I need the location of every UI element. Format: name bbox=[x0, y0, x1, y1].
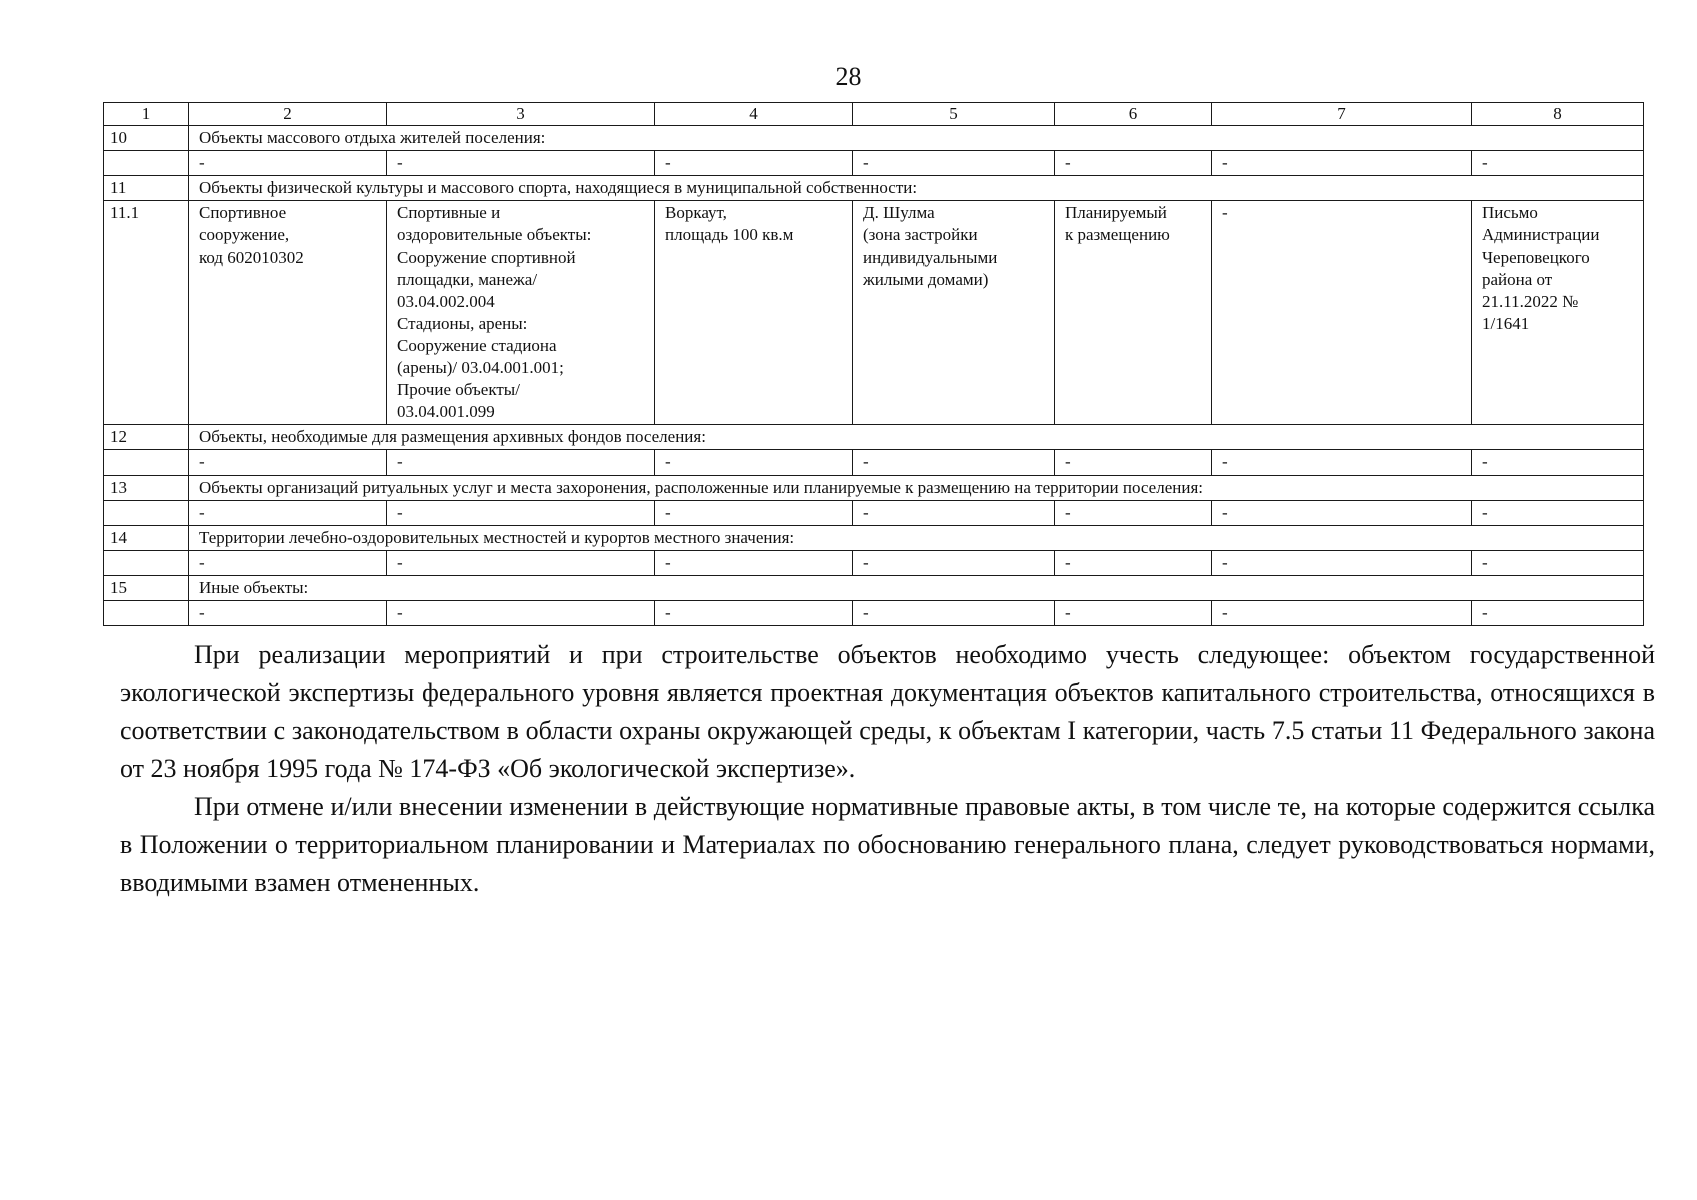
table-cell: - bbox=[1055, 600, 1212, 625]
table-cell: - bbox=[853, 151, 1055, 176]
table-cell: - bbox=[1055, 450, 1212, 475]
table-cell: - bbox=[387, 500, 655, 525]
section-number: 13 bbox=[104, 475, 189, 500]
cell-line: Сооружение стадиона bbox=[397, 335, 557, 355]
cell-line: площадь 100 кв.м bbox=[665, 225, 794, 245]
table-cell: - bbox=[1472, 550, 1644, 575]
section-number: 10 bbox=[104, 126, 189, 151]
table-row bbox=[104, 450, 1644, 475]
cell-line: (арены)/ 03.04.001.001; bbox=[397, 358, 564, 378]
section-title: Иные объекты: bbox=[189, 575, 1644, 600]
table-cell: - bbox=[1472, 600, 1644, 625]
cell-line: Стадионы, арены: bbox=[397, 313, 528, 333]
table-row bbox=[104, 500, 1644, 525]
cell-line: Прочие объекты/ bbox=[397, 380, 520, 400]
table-cell: - bbox=[655, 450, 853, 475]
table-cell: - bbox=[655, 151, 853, 176]
table-cell: - bbox=[1472, 151, 1644, 176]
table-cell: - bbox=[1055, 151, 1212, 176]
table-cell: - bbox=[189, 151, 387, 176]
table-cell bbox=[104, 450, 189, 475]
object-location-cell bbox=[853, 201, 1055, 425]
cell-line: жилыми домами) bbox=[863, 269, 989, 289]
section-title: Объекты организаций ритуальных услуг и места захоронения, расположенные или планируемые к размещению на территории поселения: bbox=[189, 475, 1644, 500]
table-cell: - bbox=[1212, 550, 1472, 575]
body-paragraph: При отмене и/или внесении изменении в действующие нормативные правовые акты, в том числе те, на которые содержится ссылка в Положении о территориальном планировании и Материалах по обоснованию генерального плана, следует руководствоваться нормами, вводимыми взамен отмененных. bbox=[120, 792, 1655, 897]
column-header: 6 bbox=[1055, 103, 1212, 126]
cell-line: индивидуальными bbox=[863, 247, 998, 267]
section-row bbox=[104, 425, 1644, 450]
table-cell: - bbox=[189, 450, 387, 475]
object-status-cell bbox=[1055, 201, 1212, 425]
table-cell: - bbox=[655, 600, 853, 625]
page-number: 28 bbox=[835, 62, 862, 91]
cell-line: 1/1641 bbox=[1482, 313, 1530, 333]
table-row bbox=[104, 550, 1644, 575]
cell-line: сооружение, bbox=[199, 225, 290, 245]
section-number: 11 bbox=[104, 176, 189, 201]
column-header: 1 bbox=[104, 103, 189, 126]
cell-line: - bbox=[1222, 203, 1228, 223]
section-row bbox=[104, 126, 1644, 151]
cell-line: код 602010302 bbox=[199, 247, 304, 267]
table-cell: - bbox=[655, 550, 853, 575]
cell-line: 03.04.001.099 bbox=[397, 402, 495, 422]
section-row bbox=[104, 525, 1644, 550]
table-cell: - bbox=[1055, 550, 1212, 575]
section-title: Объекты физической культуры и массового спорта, находящиеся в муниципальной собственности: bbox=[189, 176, 1644, 201]
table-cell: - bbox=[387, 450, 655, 475]
cell-line: Спортивное bbox=[199, 203, 287, 223]
row-number: 11.1 bbox=[104, 201, 189, 425]
column-header: 3 bbox=[387, 103, 655, 126]
column-header: 7 bbox=[1212, 103, 1472, 126]
cell-line: оздоровительные объекты: bbox=[397, 225, 592, 245]
cell-line: района от bbox=[1482, 269, 1553, 289]
column-header: 2 bbox=[189, 103, 387, 126]
object-type-cell bbox=[189, 201, 387, 425]
table-cell: - bbox=[387, 151, 655, 176]
section-row bbox=[104, 475, 1644, 500]
object-source-cell bbox=[1472, 201, 1644, 425]
cell-line: Администрации bbox=[1482, 225, 1600, 245]
cell-line: Воркаут, bbox=[665, 203, 727, 223]
column-header: 4 bbox=[655, 103, 853, 126]
table-cell bbox=[104, 600, 189, 625]
table-cell: - bbox=[853, 550, 1055, 575]
column-header: 8 bbox=[1472, 103, 1644, 126]
section-number: 14 bbox=[104, 525, 189, 550]
table-cell: - bbox=[189, 600, 387, 625]
cell-line: 03.04.002.004 bbox=[397, 291, 495, 311]
table-cell: - bbox=[1212, 450, 1472, 475]
cell-line: Череповецкого bbox=[1482, 247, 1590, 267]
section-row bbox=[104, 176, 1644, 201]
table-cell: - bbox=[1472, 450, 1644, 475]
table-cell: - bbox=[655, 500, 853, 525]
table-cell: - bbox=[189, 500, 387, 525]
cell-line: Планируемый bbox=[1065, 203, 1167, 223]
table-row-detail bbox=[104, 201, 1644, 425]
column-header: 5 bbox=[853, 103, 1055, 126]
body-paragraph: При реализации мероприятий и при строительстве объектов необходимо учесть следующее: объектом государственной экологической экспертизы федерального уровня является проектная документация объектов капитального строительства, относящихся в соответствии с законодательством в области охраны окружающей среды, к объектам I категории, часть 7.5 статьи 11 Федерального закона от 23 ноября 1995 года № 174-ФЗ «Об экологической экспертизе». bbox=[120, 640, 1655, 783]
cell-line: Письмо bbox=[1482, 203, 1538, 223]
section-title: Объекты массового отдыха жителей поселения: bbox=[189, 126, 1644, 151]
table-cell: - bbox=[1055, 500, 1212, 525]
table-cell bbox=[104, 550, 189, 575]
table-cell: - bbox=[189, 550, 387, 575]
table-cell bbox=[104, 151, 189, 176]
section-number: 12 bbox=[104, 425, 189, 450]
table-row bbox=[104, 600, 1644, 625]
section-title: Территории лечебно-оздоровительных местностей и курортов местного значения: bbox=[189, 525, 1644, 550]
section-number: 15 bbox=[104, 575, 189, 600]
cell-line: к размещению bbox=[1065, 225, 1170, 245]
cell-line: площадки, манежа/ bbox=[397, 269, 538, 289]
objects-table bbox=[103, 102, 1644, 626]
cell-line: (зона застройки bbox=[863, 225, 978, 245]
cell-line: 21.11.2022 № bbox=[1482, 291, 1579, 311]
cell-line: Д. Шулма bbox=[863, 203, 935, 223]
object-zone-cell bbox=[1212, 201, 1472, 425]
section-row bbox=[104, 575, 1644, 600]
table-cell: - bbox=[1212, 151, 1472, 176]
table-cell: - bbox=[1472, 500, 1644, 525]
table-row bbox=[104, 151, 1644, 176]
table-cell: - bbox=[853, 600, 1055, 625]
table-cell: - bbox=[1212, 500, 1472, 525]
table-cell: - bbox=[853, 500, 1055, 525]
table-cell: - bbox=[1212, 600, 1472, 625]
object-purpose-cell bbox=[387, 201, 655, 425]
cell-line: Спортивные и bbox=[397, 203, 501, 223]
cell-line: Сооружение спортивной bbox=[397, 247, 576, 267]
table-cell: - bbox=[853, 450, 1055, 475]
section-title: Объекты, необходимые для размещения архивных фондов поселения: bbox=[189, 425, 1644, 450]
object-characteristics-cell bbox=[655, 201, 853, 425]
table-cell: - bbox=[387, 600, 655, 625]
table-header-row bbox=[104, 103, 1644, 126]
table-cell: - bbox=[387, 550, 655, 575]
table-cell bbox=[104, 500, 189, 525]
